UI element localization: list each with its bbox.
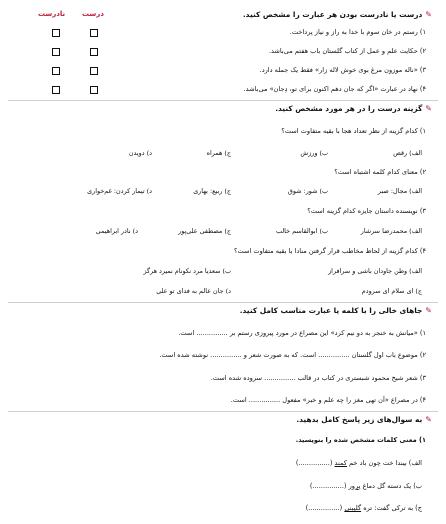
vocab-item-2-text: ب) یک دسته گل دماغ <box>360 482 422 490</box>
mc-q3-option-d[interactable]: د) نادر ابراهیمی <box>95 227 138 235</box>
mc-question-4: ۴) کدام گزینه از لحاظ مخاطب قرار گرفتن منادا با بقیه متفاوت است؟ <box>233 247 426 255</box>
divider <box>8 302 438 303</box>
false-checkbox-4[interactable] <box>52 86 60 94</box>
mc-q4-option-c[interactable]: ج) ای سلام ای سرودم <box>361 287 422 295</box>
fill-blank-3: ۳) شعر شیخ محمود شبستری در کتاب در قالب ............... سروده شده است. <box>210 374 426 382</box>
vocab-item-1 <box>296 459 422 467</box>
mc-question-2: ۲) معنای کدام کلمه اشتباه است؟ <box>334 168 426 176</box>
mc-q4-option-b[interactable]: ب) سعدیا مرد نکونام نمیرد هرگز <box>143 267 231 275</box>
tf-question-2: ۲) حکایت علم و عمل از کتاب گلستان باب هفتم می‌باشد. <box>268 47 426 55</box>
mc-q1-option-c[interactable]: ج) همراه <box>206 149 231 157</box>
mc-q1-option-d[interactable]: د) دویدن <box>128 149 152 157</box>
mc-q2-option-d[interactable]: د) تیمار کردن: غم‌خواری <box>87 187 152 195</box>
pencil-icon: ✎ <box>425 10 432 19</box>
false-checkbox-1[interactable] <box>52 29 60 37</box>
section3-title: جاهای خالی را با کلمه یا عبارت مناسب کامل کنید. <box>239 306 423 315</box>
mc-q1-option-a[interactable]: الف) رقص <box>393 149 422 157</box>
section1-title: درست یا نادرست بودن هر عبارت را مشخص کنید. <box>242 10 423 19</box>
vocab-item-1-blank[interactable]: (...............) <box>295 459 333 467</box>
pencil-icon: ✎ <box>425 415 432 424</box>
section4-title: به سوال‌های زیر پاسخ کامل بدهید. <box>296 415 423 424</box>
vocab-item-3-text: ج) به ترکی گفت: تره <box>361 504 422 512</box>
fill-blank-4: ۴) در مصراع «آن تهی مغز را چه علم و خبر» مفعول ............... است. <box>230 396 426 404</box>
tf-question-3: ۳) «ناله موزون مرغ بوی خوش لاله زار» فقط یک جمله دارد. <box>259 66 426 74</box>
mc-q3-option-c[interactable]: ج) مصطفی علی‌پور <box>178 227 231 235</box>
mc-q4-option-d[interactable]: د) جان عالم به فدای تو علی <box>156 287 231 295</box>
divider <box>8 100 438 101</box>
vocab-item-2-blank[interactable]: (...............) <box>309 482 347 490</box>
mc-q2-option-a[interactable]: الف) مجال: صبر <box>377 187 422 195</box>
section2-title: گزینه درست را در هر مورد مشخص کنید. <box>275 104 423 113</box>
true-checkbox-3[interactable] <box>90 67 98 75</box>
mc-q4-option-a[interactable]: الف) وطن جاودان باشی و سرافراز <box>328 267 422 275</box>
vocab-item-3-word: گلیبنی <box>344 504 362 512</box>
pencil-icon: ✎ <box>425 306 432 315</box>
section1-heading <box>243 10 432 19</box>
vocab-item-3 <box>306 504 422 512</box>
divider <box>8 411 438 412</box>
mc-q2-option-c[interactable]: ج) ربیع: بهاری <box>193 187 231 195</box>
true-checkbox-2[interactable] <box>90 48 98 56</box>
pencil-icon: ✎ <box>425 104 432 113</box>
mc-q3-option-a[interactable]: الف) محمدرضا سرشار <box>360 227 422 235</box>
true-checkbox-1[interactable] <box>90 29 98 37</box>
tf-question-1: ۱) رستم در خان سوم با خدا به راز و نیاز پرداخت. <box>289 28 426 36</box>
vocab-question-title: ۱) معنی کلمات مشخص شده را بنویسید. <box>295 436 426 444</box>
vocab-item-1-word: کمند <box>334 459 347 467</box>
mc-q1-option-b[interactable]: ب) ورزش <box>300 149 328 157</box>
vocab-item-1-text: الف) بیندا خت چون باد خم <box>346 459 422 467</box>
false-checkbox-3[interactable] <box>52 67 60 75</box>
fill-blank-1: ۱) «میانش به خنجر به دو نیم کرد» این مصراع در مورد پیروزی رستم بر ............... است. <box>178 329 426 337</box>
true-checkbox-4[interactable] <box>90 86 98 94</box>
mc-q2-option-b[interactable]: ب) شور: شوق <box>287 187 328 195</box>
mc-question-3: ۳) نویسنده داستان جایزه کدام گزینه است؟ <box>307 207 426 215</box>
mc-q3-option-b[interactable]: ب) ابوالقاسم خالب <box>275 227 328 235</box>
section3-heading <box>240 306 432 315</box>
mc-question-1: ۱) کدام گزینه از نظر تعداد هجا با بقیه متفاوت است؟ <box>281 127 426 135</box>
fill-blank-2: ۲) موضوع باب اول گلستان ............... است. که به صورت شعر و ............... نوشته شده است. <box>159 351 426 359</box>
vocab-item-3-blank[interactable]: (...............) <box>305 504 343 512</box>
true-column-header: درست <box>82 10 104 18</box>
false-checkbox-2[interactable] <box>52 48 60 56</box>
section2-heading <box>275 104 432 113</box>
false-column-header: نادرست <box>38 10 66 18</box>
tf-question-4: ۴) نهاد در عبارت «اگر که جان دهم اکنون برای تو، دِجان» می‌باشد. <box>243 85 426 93</box>
section4-heading <box>296 415 432 424</box>
vocab-item-2 <box>310 482 422 490</box>
vocab-item-2-word: پرور <box>348 482 361 490</box>
